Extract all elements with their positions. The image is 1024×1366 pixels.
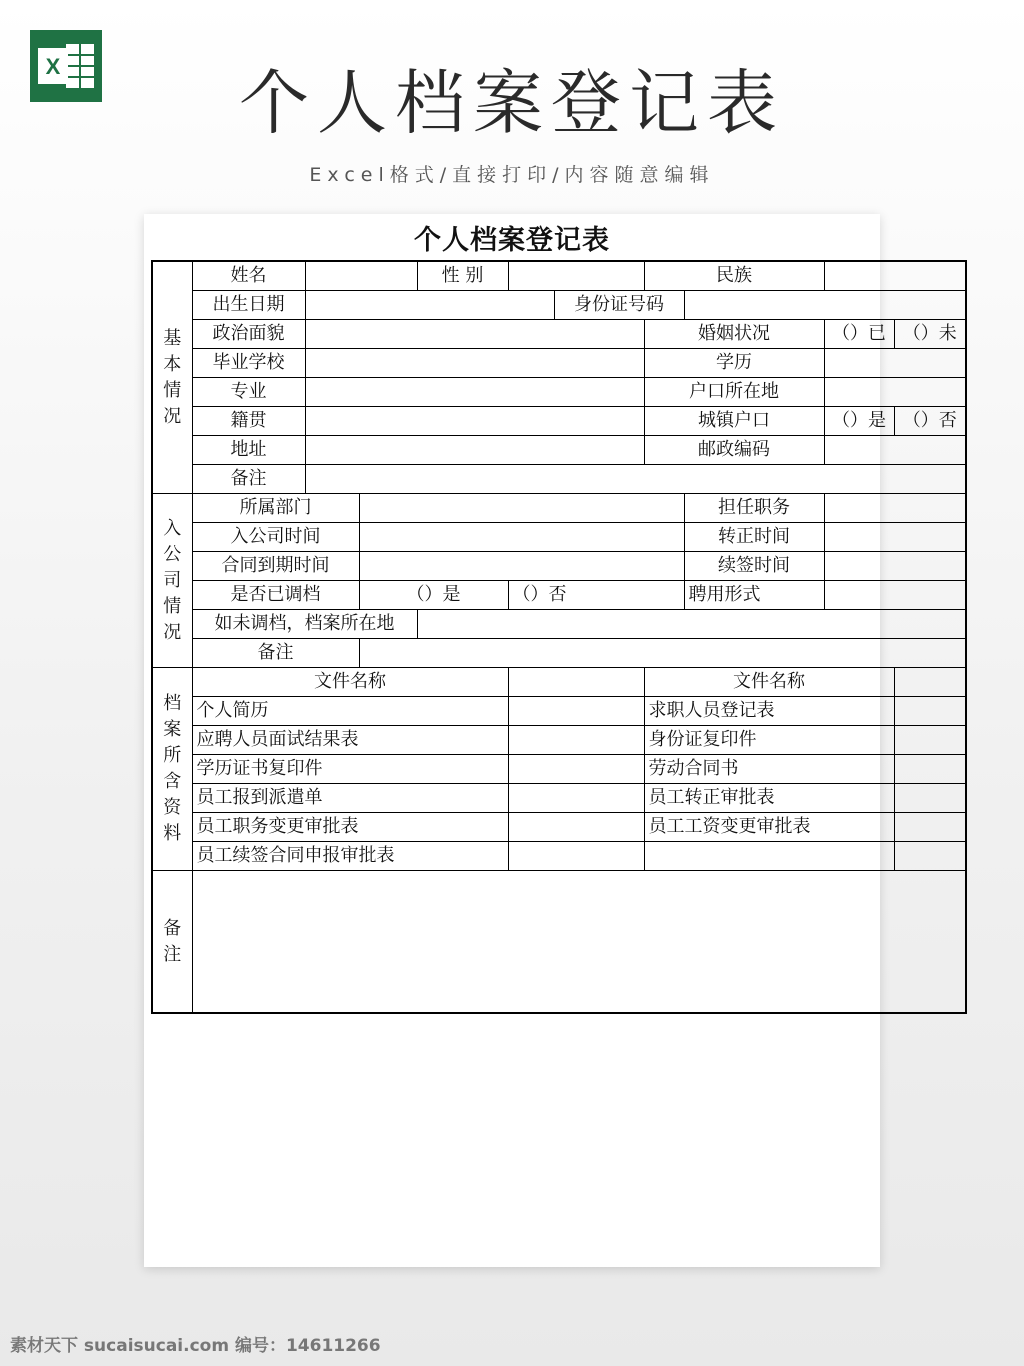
label-regular-time: 转正时间	[684, 523, 824, 552]
files-check-right[interactable]	[894, 668, 966, 697]
table-row	[152, 871, 966, 1014]
watermark: 素材天下 sucaisucai.com 编号：14611266	[10, 1336, 381, 1356]
table-row	[152, 726, 966, 755]
label-address: 地址	[192, 436, 305, 465]
label-join-time: 入公司时间	[192, 523, 359, 552]
file-check[interactable]	[508, 697, 644, 726]
field-education[interactable]	[824, 349, 966, 378]
file-check[interactable]	[894, 813, 966, 842]
label-native-place: 籍贯	[192, 407, 305, 436]
field-birth-date[interactable]	[305, 291, 554, 320]
table-row	[152, 842, 966, 871]
field-contract-end[interactable]	[359, 552, 684, 581]
file-check[interactable]	[894, 697, 966, 726]
label-marital: 婚姻状况	[644, 320, 824, 349]
label-urban-hukou: 城镇户口	[644, 407, 824, 436]
file-check[interactable]	[894, 755, 966, 784]
file-check[interactable]	[508, 842, 644, 871]
table-row	[152, 465, 966, 494]
field-basic-remarks[interactable]	[305, 465, 966, 494]
file-item: 学历证书复印件	[192, 755, 508, 784]
field-ethnicity[interactable]	[824, 261, 966, 291]
file-item: 求职人员登记表	[644, 697, 894, 726]
table-row	[152, 523, 966, 552]
field-renew-time[interactable]	[824, 552, 966, 581]
label-political: 政治面貌	[192, 320, 305, 349]
field-archive-loc[interactable]	[417, 610, 966, 639]
page-subtitle: Excel格式/直接打印/内容随意编辑	[309, 164, 715, 186]
file-item: 身份证复印件	[644, 726, 894, 755]
form-sheet	[144, 214, 957, 1267]
files-check-left[interactable]	[508, 668, 644, 697]
file-item: 员工转正审批表	[644, 784, 894, 813]
file-check[interactable]	[508, 755, 644, 784]
file-item: 员工报到派遣单	[192, 784, 508, 813]
field-gender[interactable]	[508, 261, 644, 291]
field-name[interactable]	[305, 261, 417, 291]
registration-table	[151, 260, 967, 1014]
label-name: 姓名	[192, 261, 305, 291]
option-transferred-yes[interactable]: （）是	[359, 581, 508, 610]
field-political[interactable]	[305, 320, 644, 349]
file-item: 员工续签合同申报审批表	[192, 842, 508, 871]
option-urban-yes[interactable]: （）是	[824, 407, 894, 436]
field-id-number[interactable]	[684, 291, 966, 320]
table-row	[152, 813, 966, 842]
label-hukou-place: 户口所在地	[644, 378, 824, 407]
file-item: 应聘人员面试结果表	[192, 726, 508, 755]
field-join-time[interactable]	[359, 523, 684, 552]
label-contract-end: 合同到期时间	[192, 552, 359, 581]
option-transferred-no[interactable]: （）否	[508, 581, 684, 610]
field-address[interactable]	[305, 436, 644, 465]
table-row	[152, 581, 966, 610]
form-title: 个人档案登记表	[414, 225, 610, 256]
file-check[interactable]	[894, 726, 966, 755]
field-notes[interactable]	[192, 871, 966, 1014]
table-row	[152, 639, 966, 668]
table-row	[152, 407, 966, 436]
label-dept: 所属部门	[192, 494, 359, 523]
table-row	[152, 610, 966, 639]
label-archive-loc: 如未调档，档案所在地	[192, 610, 417, 639]
files-header-left: 文件名称	[192, 668, 508, 697]
label-school: 毕业学校	[192, 349, 305, 378]
field-postcode[interactable]	[824, 436, 966, 465]
label-position: 担任职务	[684, 494, 824, 523]
table-row	[152, 552, 966, 581]
file-item	[644, 842, 894, 871]
label-id-number: 身份证号码	[554, 291, 684, 320]
table-row	[152, 697, 966, 726]
file-check[interactable]	[894, 784, 966, 813]
label-transferred: 是否已调档	[192, 581, 359, 610]
table-row	[152, 378, 966, 407]
field-employ-form[interactable]	[824, 581, 966, 610]
section-basic: 基本情况	[152, 261, 192, 494]
table-row	[152, 349, 966, 378]
field-major[interactable]	[305, 378, 644, 407]
table-row	[152, 668, 966, 697]
field-regular-time[interactable]	[824, 523, 966, 552]
option-married[interactable]: （）已	[824, 320, 894, 349]
file-check[interactable]	[894, 842, 966, 871]
file-check[interactable]	[508, 813, 644, 842]
section-notes: 备注	[152, 871, 192, 1014]
table-row	[152, 291, 966, 320]
section-company: 入公司情况	[152, 494, 192, 668]
svg-text:X: X	[45, 54, 61, 79]
file-item: 个人简历	[192, 697, 508, 726]
page-title: 个人档案登记表	[239, 62, 785, 144]
option-unmarried[interactable]: （）未	[894, 320, 966, 349]
table-row	[152, 320, 966, 349]
file-item: 劳动合同书	[644, 755, 894, 784]
label-postcode: 邮政编码	[644, 436, 824, 465]
label-basic-remarks: 备注	[192, 465, 305, 494]
label-ethnicity: 民族	[644, 261, 824, 291]
field-school[interactable]	[305, 349, 644, 378]
field-hukou-place[interactable]	[824, 378, 966, 407]
label-company-remarks: 备注	[192, 639, 359, 668]
field-dept[interactable]	[359, 494, 684, 523]
file-item: 员工职务变更审批表	[192, 813, 508, 842]
option-urban-no[interactable]: （）否	[894, 407, 966, 436]
table-row	[152, 784, 966, 813]
file-item: 员工工资变更审批表	[644, 813, 894, 842]
table-row	[152, 436, 966, 465]
file-check[interactable]	[508, 784, 644, 813]
label-renew-time: 续签时间	[684, 552, 824, 581]
section-files: 档案所含资料	[152, 668, 192, 871]
label-major: 专业	[192, 378, 305, 407]
table-row	[152, 261, 966, 291]
label-education: 学历	[644, 349, 824, 378]
table-row	[152, 755, 966, 784]
table-row	[152, 494, 966, 523]
field-position[interactable]	[824, 494, 966, 523]
label-employ-form: 聘用形式	[684, 581, 824, 610]
label-birth-date: 出生日期	[192, 291, 305, 320]
files-header-right: 文件名称	[644, 668, 894, 697]
file-check[interactable]	[508, 726, 644, 755]
field-company-remarks[interactable]	[359, 639, 966, 668]
label-gender: 性 别	[417, 261, 508, 291]
field-native-place[interactable]	[305, 407, 644, 436]
